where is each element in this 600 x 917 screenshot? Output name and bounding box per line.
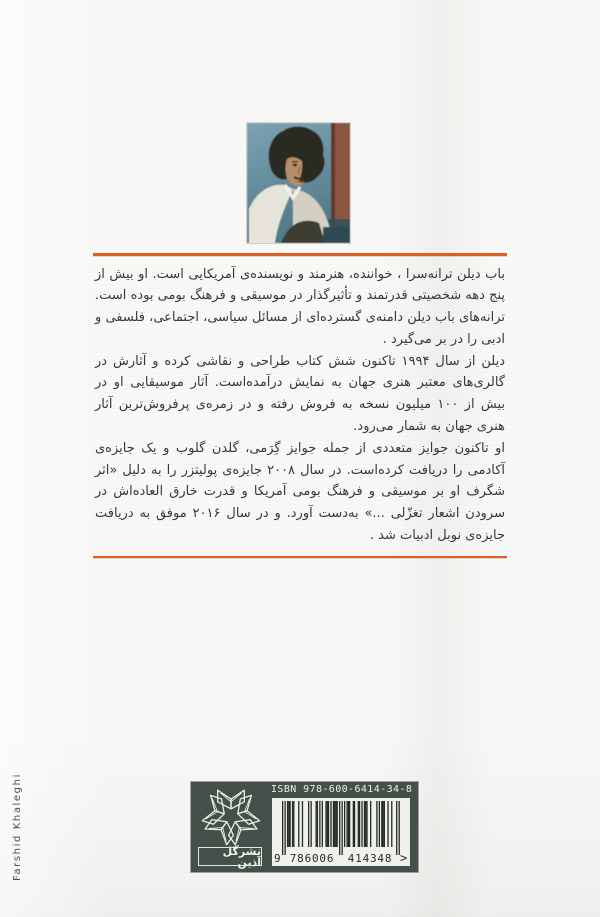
portrait-photo-art xyxy=(247,123,350,243)
barcode-area xyxy=(271,782,418,872)
biography-paragraph: او تاکنون جوایز متعددی از جمله جوایز گِرَمی، گلدن گلوب و یک جایزه‌ی آکادمی را دریافت کرده‌است. در سال ۲۰۰۸ جایزه‌ی پولیتزر را به دلیل «اثر شگرف او بر موسیقی و فرهنگ بومی آمریکا و قدرت خارق العاده‌اش در سرودن اشعار تغزّلی ...» به‌دست آورد. و در سال ۲۰۱۶ موفق به دریافت جایزه‌ی نوبل ادبیات شد . xyxy=(95,440,505,544)
barcode xyxy=(272,798,410,866)
svg-text:786006: 786006 xyxy=(289,852,335,865)
publisher-logo-area xyxy=(191,782,271,872)
publisher-name: نشرگل آذین xyxy=(222,844,261,869)
divider-top xyxy=(93,253,507,256)
biography-section xyxy=(93,253,507,558)
biography-paragraph: باب دیلن ترانه‌سرا ، خواننده، هنرمند و نویسنده‌ی آمریکایی است. او بیش از پنج دهه شخصیتی قدرتمند و تأثیرگذار در موسیقی و فرهنگ بومی بوده است. ترانه‌های باب دیلن دامنه‌ی گسترده‌ای از مسائل سیاسی، اجتماعی، فلسفی و ادبی را در بر می‌گیرد . xyxy=(95,266,505,347)
svg-text:414348: 414348 xyxy=(347,852,393,865)
svg-text:>: > xyxy=(399,851,408,865)
publisher-logo-icon xyxy=(195,784,267,848)
biography-text xyxy=(95,264,505,547)
divider-bottom xyxy=(93,556,507,559)
portrait-photo xyxy=(247,123,350,243)
publisher-name-box xyxy=(198,844,262,869)
publisher-barcode-block xyxy=(191,782,418,872)
biography-paragraph: دیلن از سال ۱۹۹۴ تاکنون شش کتاب طراحی و نقاشی کرده و آثارش در گالری‌های معتبر هنری جهان به نمایش درآمده‌است. آثار موسیقایی او در بیش از ۱۰۰ میلیون نسخه به فروش رفته و در زمره‌ی پرفروش‌ترین آثار هنری جهان به شمار می‌رود. xyxy=(95,353,505,435)
isbn-label: ISBN 978-600-6414-34-8 xyxy=(271,784,413,795)
designer-credit: Farshid Khaleghi xyxy=(12,773,23,881)
svg-text:9: 9 xyxy=(274,852,282,865)
